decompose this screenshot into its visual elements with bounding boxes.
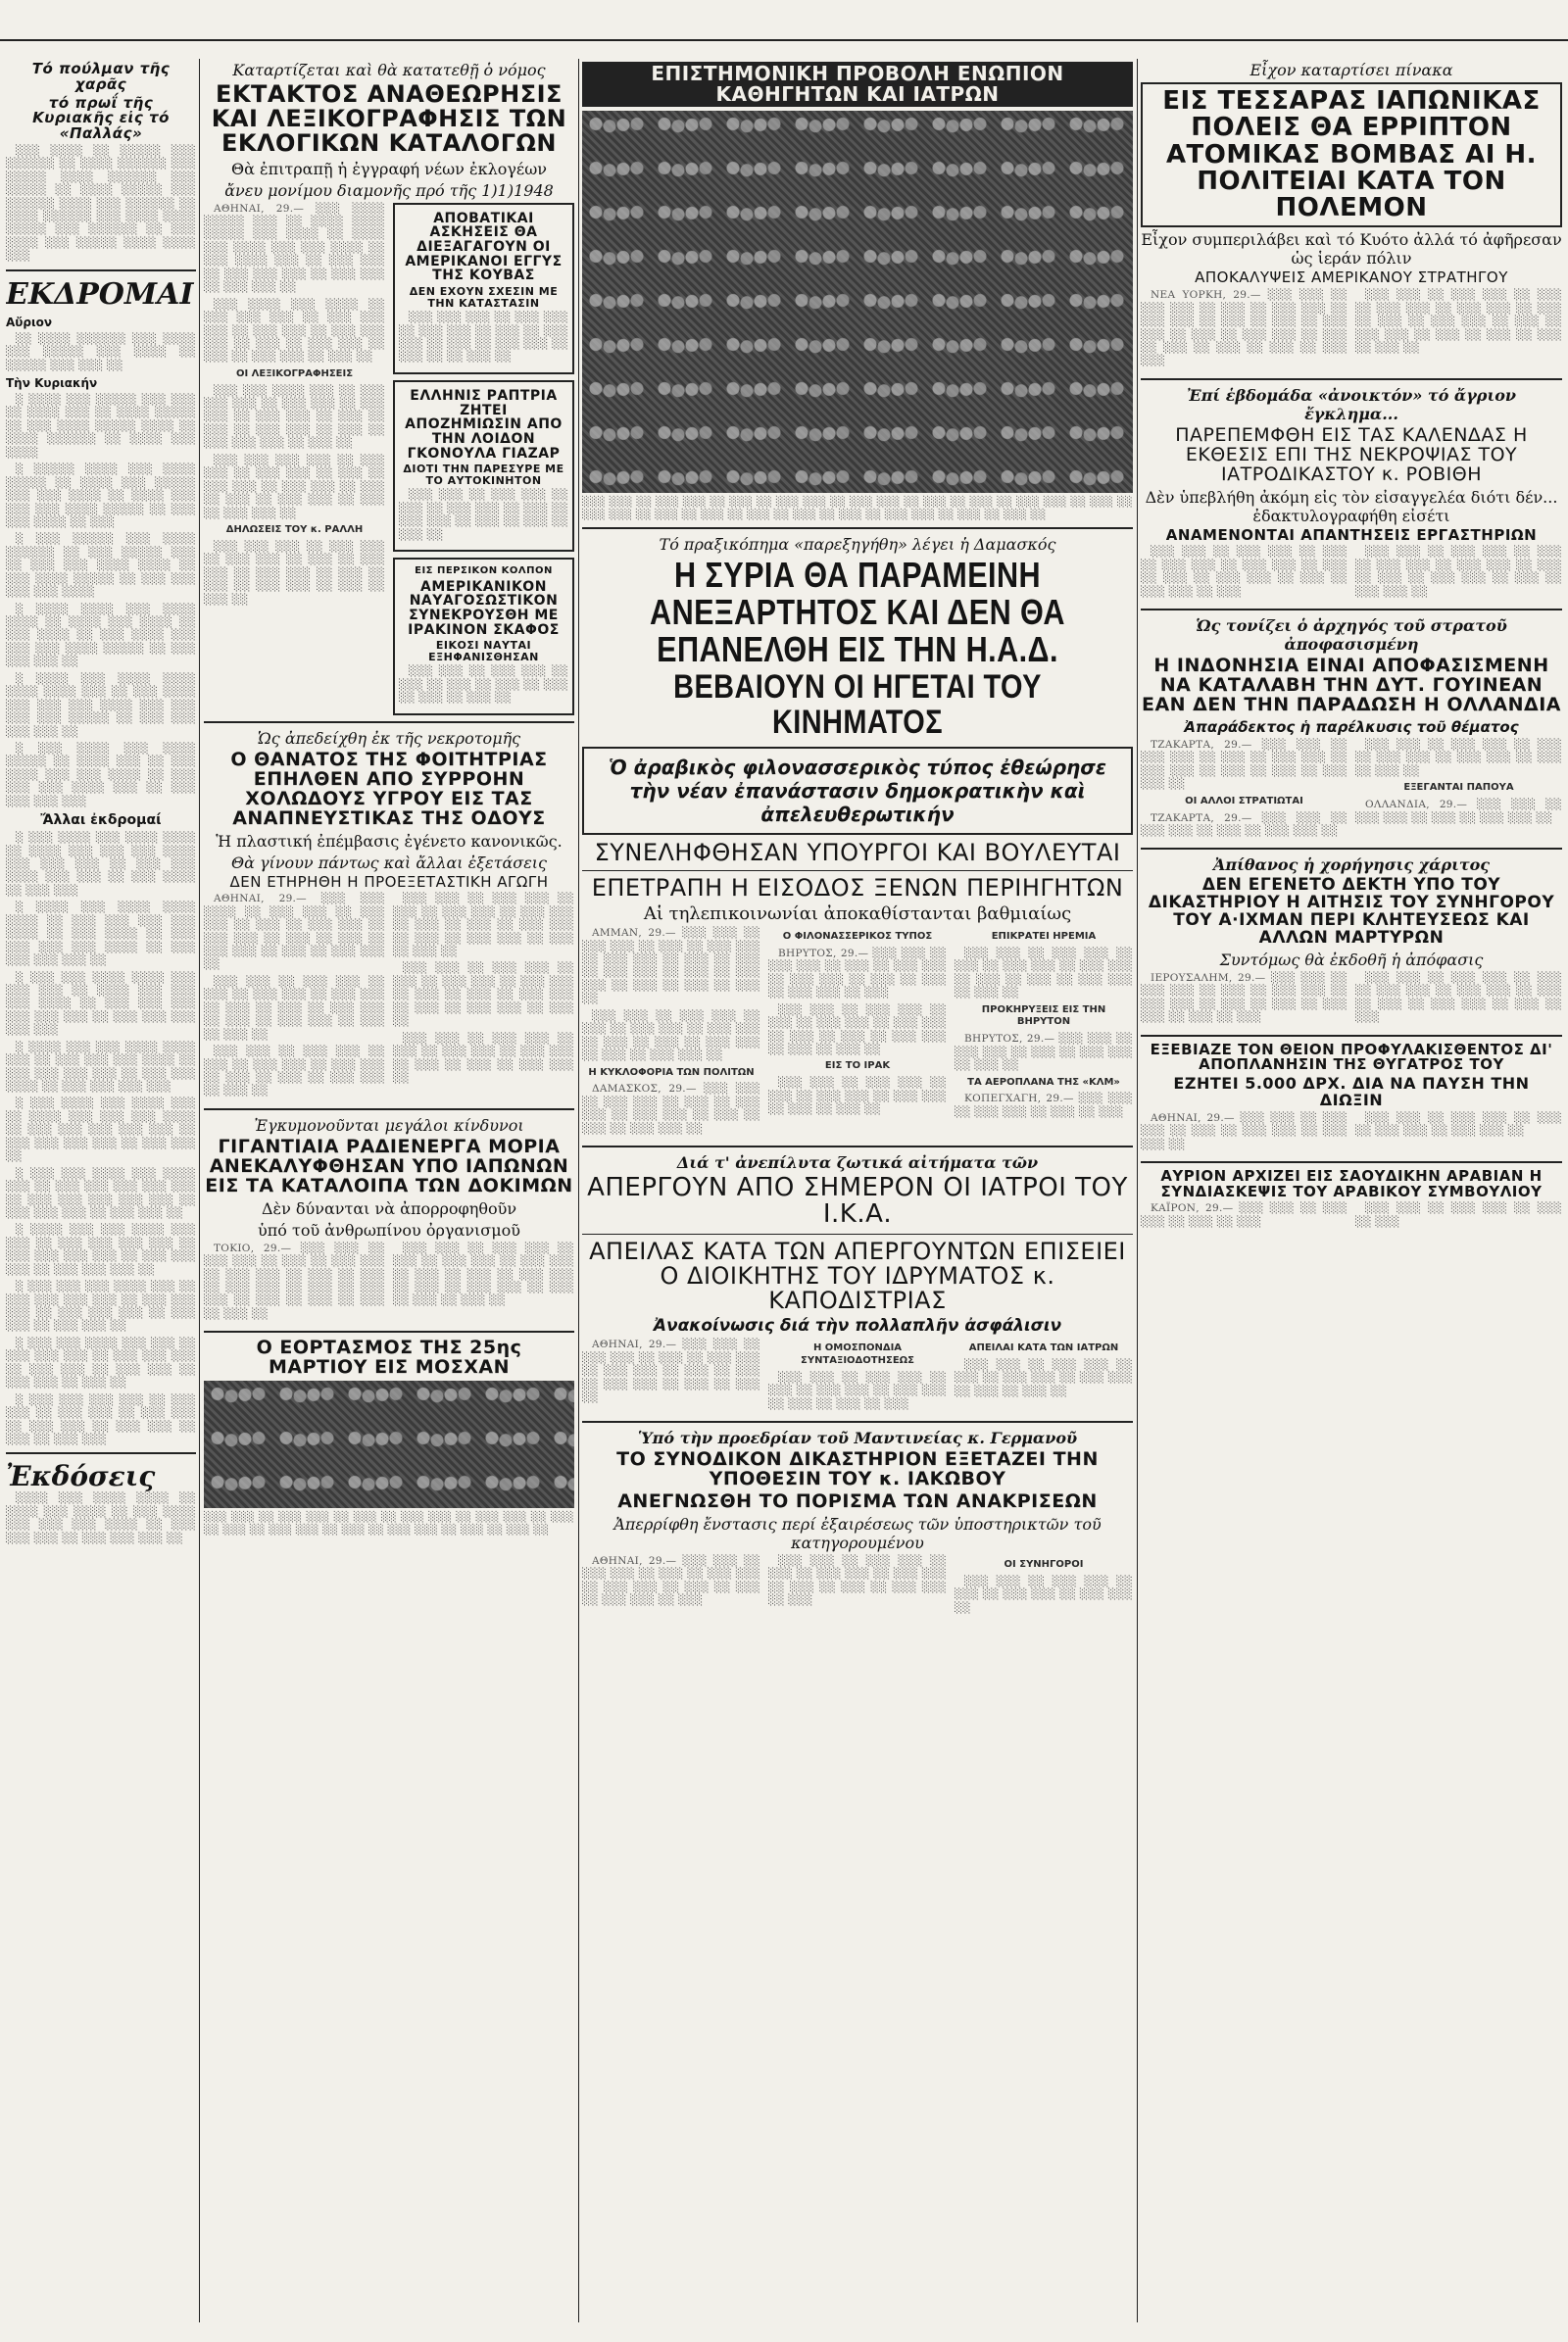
ika-threats-headline: ΑΠΕΙΛΑΣ ΚΑΤΑ ΤΩΝ ΑΠΕΡΓΟΥΝΤΩΝ ΕΠΙΣΕΙΕΙ Ο ΔΙΟΙΚΗΤΗΣ ΤΟΥ ΙΔΡΥΜΑΤΟΣ κ. ΚΑΠΟΔΙΣΤΡΙΑΣ — [589, 1237, 1126, 1315]
ika-strike-headline: ΑΠΕΡΓΟΥΝ ΑΠΟ ΣΗΜΕΡΟΝ ΟΙ ΙΑΤΡΟΙ ΤΟΥ Ι.Κ.Α. — [587, 1173, 1128, 1230]
label-rally: ΔΗΛΩΣΕΙΣ ΤΟΥ κ. ΡΑΛΛΗ — [225, 523, 364, 535]
radioactive-sub-1: Δὲν δύνανται νὰ ἀπορροφηθοῦν — [261, 1198, 517, 1218]
eichmann-kicker: Ἀπίθανος ἡ χορήγησις χάριτος — [1212, 855, 1491, 875]
synod-sub: Ἀπερρίφθη ἔνστασις περί ἐξαιρέσεως τῶν ὑποστηρικτῶν τοῦ κατηγορουμένου — [613, 1514, 1102, 1552]
syria-tourists-sub: ΕΠΕΤΡΑΠΗ Η ΕΙΣΟΔΟΣ ΞΕΝΩΝ ΠΕΡΙΗΓΗΤΩΝ — [591, 873, 1124, 902]
electoral-body: ΑΘΗΝΑΙ, 29.— ░░░ ░░░░ ░░░░░ ░░░ ░░ ░░░░ ░░░░ ░░░░░ ░░░ ░░░░ ░░ ░░░░ ░░░ ░░░░ ░░░ ░░░ ░░░░ ░░ ░░░ ░░░░ ░░░ ░░ ░░░ ░░░ ░░ ░░░ ░░░ ░░░ ░░ ░░░ ░░░ ░░ ░░░ ░░░ ░░ ░░░ ░░░░ ░░░ ░░░░ ░░ ░░░ ░░░ ░░░ ░░ ░░░ ░░░ ░░░ ░░ ░░░ ░░░ ░░ ░░░ ░░░ ░░░ ░░ ░░░ ░░ ░░░ ░░░ ░░ ░░░ ░░ ░░░ ░░░ ░░ ░░░ ░░ ΟΙ ΛΕΞΙΚΟΓΡΑΦΗΣΕΙΣ ░░░ ░░░ ░░░░ ░░░ ░░ ░░░ ░░░ ░░░ ░░ ░░░ ░░░ ░░ ░░░ ░░░ ░░ ░░░ ░░░ ░░ ░░░ ░░ ░░░ ░░ ░░░ ░░░ ░░ ░░░ ░░ ░░░ ░░░ ░░░ ░░ ░░░ ░░ ░░░ ░░░ ░░░ ░░░ ░░ ░░░ ░░░ ░░ ░░░ ░░░ ░░ ░░░ ░░ ░░░ ░░░ ░░ ░░░ ░░░ ░░ ░░░ ░░ ░░░ ░░ ░░░ ░░░ ░░ ░░░ ░░ ░░░ ░░░ ░░ ΔΗΛΩΣΕΙΣ ΤΟΥ κ. ΡΑΛΛΗ ░░░ ░░░ ░░░ ░░ ░░░ ░░░ ░░ ░░░ ░░░ ░░ ░░░ ░░ ░░░ ░░░ ░░ ░░░ ░░░ ░░ ░░░ ░░ ░░░ ░░ ░░░ ░░░ ░░ ░░░ ░░ ░░░ ░░ — [204, 202, 385, 606]
col1-kicker: Τό πούλμαν τῆς χαρᾶς — [31, 60, 171, 93]
col1-title: τό πρωΐ τῆς Κυριακῆς εἰς τό «Παλλάς» — [32, 93, 170, 142]
electoral-sub: Θὰ ἐπιτραπῇ ἡ ἐγγραφή νέων ἐκλογέων — [231, 159, 547, 178]
eichmann-sub: Συντόμως θὰ ἐκδοθῆ ἡ ἀπόφασις — [1219, 950, 1484, 969]
arab-council-headline: ΑΥΡΙΟΝ ΑΡΧΙΖΕΙ ΕΙΣ ΣΑΟΥΔΙΚΗΝ ΑΡΑΒΙΑΝ Η ΣΥΝΔΙΑΣΚΕΨΙΣ ΤΟΥ ΑΡΑΒΙΚΟΥ ΣΥΜΒΟΥΛΙΟΥ — [1160, 1166, 1543, 1200]
student-death-headline: Ο ΘΑΝΑΤΟΣ ΤΗΣ ΦΟΙΤΗΤΡΙΑΣ ΕΠΗΛΘΕΝ ΑΠΟ ΣΥΡΡΟΗΝ ΧΟΛΩΔΟΥΣ ΥΓΡΟΥ ΕΙΣ ΤΑΣ ΑΝΑΠΝΕΥΣΤΙΚΑΣ ΤΗΣ ΟΔΟΥΣ — [230, 748, 548, 829]
other-excursions-label: Ἄλλαι ἐκδρομαί — [40, 812, 162, 829]
eichmann-body-1: ΙΕΡΟΥΣΑΛΗΜ, 29.— ░░░ ░░░ ░░ ░░░ ░░░ ░░ ░░░ ░░ ░░░ ░░░ ░░ ░░░ ░░░ ░░ ░░░ ░░ ░░░ ░░ ░░░ ░░░ ░░ ░░░ ░░ ░░░ — [1141, 971, 1348, 1024]
indonesia-headline: Η ΙΝΔΟΝΗΣΙΑ ΕΙΝΑΙ ΑΠΟΦΑΣΙΣΜΕΝΗ ΝΑ ΚΑΤΑΛΑΒΗ ΤΗΝ ΔΥΤ. ΓΟΥΙΝΕΑΝ ΕΑΝ ΔΕΝ ΤΗΝ ΠΑΡΑΔΩΣΗ Η ΟΛΛΑΝΔΙΑ — [1141, 655, 1562, 716]
label-lexiko: ΟΙ ΛΕΞΙΚΟΓΡΑΦΗΣΕΙΣ — [235, 367, 354, 379]
syria-press-sub: Ὁ ἀραβικὸς φιλονασσερικὸς τύπος ἐθεώρησε τὴν νέαν ἐπανάστασιν δημοκρατικὴν καὶ ἀπελευθερωτικήν — [609, 755, 1106, 826]
radioactive-sub-2: ὑπό τοῦ ἀνθρωπίνου ὀργανισμοῦ — [258, 1220, 520, 1240]
label-iraq: ΕΙΣ ΤΟ ΙΡΑΚ — [824, 1060, 891, 1072]
seamstress-headline: ΕΛΛΗΝΙΣ ΡΑΠΤΡΙΑ ΖΗΤΕΙ ΑΠΟΖΗΜΙΩΣΙΝ ΑΠΟ ΤΗΝ ΛΟΙΔΟΝ ΓΚΟΝΟΥΛΑ ΓΙΑΖΑΡ — [405, 387, 563, 462]
label-federation: Η ΟΜΟΣΠΟΝΔΙΑ ΣΥΝΤΑΞΙΟΔΟΤΗΣΕΩΣ — [801, 1342, 914, 1367]
label-calm: ΕΠΙΚΡΑΤΕΙ ΗΡΕΜΙΑ — [991, 931, 1097, 943]
student-death-sub-3: ΔΕΝ ΕΤΗΡΗΘΗ Η ΠΡΟΕΞΕΤΑΣΤΙΚΗ ΑΓΩΓΗ — [229, 872, 549, 891]
label-citizens-traffic: Η ΚΥΚΛΟΦΟΡΙΑ ΤΩΝ ΠΟΛΙΤΩΝ — [588, 1066, 755, 1078]
lecture-photo — [582, 111, 1133, 493]
arab-council-body-1: ΚΑΪΡΟΝ, 29.— ░░░ ░░░ ░░ ░░░ ░░░ ░░ ░░░ ░░ ░░░ — [1141, 1202, 1348, 1228]
excursions-title: ΕΚΔΡΟΜΑΙ — [6, 276, 194, 312]
excursions-sunday-body: ░ ░░░░ ░░░ ░░░░░ ░░░ ░░░ ░░ ░░░░ ░░░ ░░ ░░░░ ░░░░░ ░░ ░░░ ░░░░ ░░░░░ ░░░░ ░░ ░░░░ ░░░░░░ ░░ ░░░░ ░░░ ░░░░ ░ ░░░░░ ░░░░ ░░░ ░░░░ ░░░░░ ░░ ░░░░ ░░░ ░░░░░ ░░░ ░░░ ░░░░ ░░ ░░░░ ░░░ ░░░ ░░░ ░░░░ ░░░░░ ░░ ░░░ ░░░ ░░░░ ░░ ░░░ ░ ░░░ ░░░░░ ░░░ ░░░░ ░░░░░░ ░░ ░░░ ░░░░░ ░░░ ░░ ░░░ ░░░ ░░░░ ░░░░ ░░ ░░░ ░░░░ ░░░░░ ░░ ░░░ ░░░ ░░░ ░░░ ░░░░ ░ ░░░░ ░░░░ ░░░ ░░░░ ░░░░ ░░ ░░░░ ░░░ ░░░░ ░░ ░░░ ░░░░ ░░ ░░░ ░░░░ ░░░ ░░░ ░░░ ░░░░ ░░░░░ ░░ ░░░ ░░░ ░░░ ░░ ░ ░░░░ ░░░ ░░░░ ░░░░ ░░░░ ░░░░ ░░░ ░░ ░░░ ░░░░ ░░░ ░░░ ░░░ ░░░░ ░░░ ░░░ ░░░ ░░░ ░░░░░ ░░ ░░░ ░░░ ░░░ ░░░ ░░ ░ ░░░ ░░░░ ░░░ ░░░░ ░░░░░ ░░ ░░░░ ░░░ ░░ ░░░ ░░░░ ░░░ ░░░ ░░░░ ░░ ░░░ ░░░ ░░░ ░░░░ ░░░ ░░ ░░░ ░░░ ░░░ ░░░ — [6, 394, 196, 807]
synod-body-3: ΟΙ ΣΥΝΗΓΟΡΟΙ ░░░ ░░░ ░░ ░░░ ░░░ ░░ ░░░ ░░ ░░░ ░░░ ░░ ░░░ ░░░ ░░ — [955, 1558, 1133, 1614]
column-4 — [1141, 59, 1562, 2332]
syria-press-box — [582, 747, 1133, 835]
column-1 — [6, 59, 196, 2332]
indonesia-kicker: Ὡς τονίζει ὁ ἀρχηγός τοῦ στρατοῦ ἀποφασισμένη — [1196, 616, 1507, 655]
moscow-celebration-photo — [204, 1381, 574, 1508]
autopsy-body-1: ░░░ ░░░ ░░ ░░░ ░░░ ░░ ░░░ ░░ ░░░ ░░░ ░░ ░░░ ░░░ ░░ ░░░ ░░ ░░░ ░░ ░░░ ░░░ ░░ ░░░ ░░ ░░░ ░░░ ░░ ░░░ — [1141, 546, 1348, 598]
ika-body-1: ΑΘΗΝΑΙ, 29.— ░░░ ░░░ ░░ ░░░ ░░░ ░░ ░░░ ░░ ░░░ ░░░ ░░ ░░░ ░░░ ░░ ░░░ ░░ ░░░ ░░ ░░░ ░░░ ░░ ░░░ ░░ ░░░ ░░ — [582, 1339, 760, 1403]
synod-headline: ΤΟ ΣΥΝΟΔΙΚΟΝ ΔΙΚΑΣΤΗΡΙΟΝ ΕΞΕΤΑΖΕΙ ΤΗΝ ΥΠΟΘΕΣΙΝ ΤΟΥ κ. ΙΑΚΩΒΟΥ — [616, 1448, 1099, 1490]
masthead-rule — [0, 39, 1568, 41]
atomic-sub: Εἶχον συμπεριλάβει καὶ τό Κυότο ἀλλά τό ἀφῆρεσαν ὡς ἱεράν πόλιν — [1141, 230, 1562, 268]
eichmann-headline: ΔΕΝ ΕΓΕΝΕΤΟ ΔΕΚΤΗ ΥΠΟ ΤΟΥ ΔΙΚΑΣΤΗΡΙΟΥ Η ΑΙΤΗΣΙΣ ΤΟΥ ΣΥΝΗΓΟΡΟΥ ΤΟΥ Α·ΙΧΜΑΝ ΠΕΡΙ ΚΛΗΤΕΥΣΕΩΣ ΚΑΙ ΑΛΛΩΝ ΜΑΡΤΥΡΩΝ — [1148, 875, 1555, 948]
autopsy-body-2: ░░░ ░░░ ░░ ░░░ ░░░ ░░ ░░░ ░░ ░░░ ░░░ ░░ ░░░ ░░░ ░░ ░░░ ░░ ░░░ ░░ ░░░ ░░░ ░░ ░░░ ░░ ░░░ ░░░ ░░ — [1355, 546, 1562, 598]
landing-exercises-sub: ΔΕΝ ΕΧΟΥΝ ΣΧΕΣΙΝ ΜΕ ΤΗΝ ΚΑΤΑΣΤΑΣΙΝ — [409, 285, 559, 310]
column-rule — [199, 59, 200, 2322]
excursions-tomorrow-body: ░░ ░░░░ ░░░░░░ ░░░ ░░░░ ░░░ ░░░░░ ░░░ ░░░░ ░░ ░░░░░ ░░░ ░░░ ░░ — [6, 332, 196, 371]
student-death-sub-1: Ἡ πλαστική ἐπέμβασις ἐγένετο κανονικῶς. — [216, 831, 563, 851]
moscow-celebration-headline: Ο ΕΟΡΤΑΣΜΟΣ ΤΗΣ 25ης ΜΑΡΤΙΟΥ ΕΙΣ ΜΟΣΧΑΝ — [256, 1337, 522, 1379]
autopsy-headline: ΠΑΡΕΠΕΜΦΘΗ ΕΙΣ ΤΑΣ ΚΑΛΕΝΔΑΣ Η ΕΚΘΕΣΙΣ ΕΠΙ ΤΗΣ ΝΕΚΡΟΨΙΑΣ ΤΟΥ ΙΑΤΡΟΔΙΚΑΣΤΟΥ κ. ΡΟΒΙΘΗ — [1175, 423, 1528, 485]
radioactive-headline: ΓΙΓΑΝΤΙΑΙΑ ΡΑΔΙΕΝΕΡΓΑ ΜΟΡΙΑ ΑΝΕΚΑΛΥΦΘΗΣΑΝ ΥΠΟ ΙΑΠΩΝΩΝ ΕΙΣ ΤΑ ΚΑΤΑΛΟΙΠΑ ΤΩΝ ΔΟΚΙΜΩΝ — [205, 1135, 573, 1196]
persian-gulf-kicker: ΕΙΣ ΠΕΡΣΙΚΟΝ ΚΟΛΠΟΝ — [415, 565, 553, 577]
blackmail-body-2: ░░░ ░░░ ░░ ░░░ ░░░ ░░ ░░░ ░░ ░░░ ░░░ ░░ ░░░ ░░░ ░░ — [1355, 1111, 1562, 1138]
atomic-kicker: Εἶχον καταρτίσει πίνακα — [1250, 61, 1453, 79]
ika-body-2: Η ΟΜΟΣΠΟΝΔΙΑ ΣΥΝΤΑΞΙΟΔΟΤΗΣΕΩΣ ░░░ ░░░ ░░ ░░░ ░░░ ░░ ░░░ ░░ ░░░ ░░░ ░░ ░░░ ░░░ ░░ ░░░ ░░ ░░░ ░░ ░░░ — [768, 1342, 947, 1410]
label-nasserist-press: Ο ΦΙΛΟΝΑΣΣΕΡΙΚΟΣ ΤΥΠΟΣ — [782, 931, 933, 943]
landing-exercises-headline: ΑΠΟΒΑΤΙΚΑΙ ΑΣΚΗΣΕΙΣ ΘΑ ΔΙΕΞΑΓΑΓΟΥΝ ΟΙ ΑΜΕΡΙΚΑΝΟΙ ΕΓΓΥΣ ΤΗΣ ΚΟΥΒΑΣ — [405, 210, 563, 284]
ika-insurance-sub: Ἀνακοίνωσις διά τὴν πολλαπλῆν ἀσφάλισιν — [653, 1316, 1062, 1337]
column-2 — [204, 59, 574, 2332]
radioactive-kicker: Ἐγκυμονοῦνται μεγάλοι κίνδυνοι — [254, 1115, 524, 1135]
persian-gulf-headline: ΑΜΕΡΙΚΑΝΙΚΟΝ ΝΑΥΑΓΟΣΩΣΤΙΚΟΝ ΣΥΝΕΚΡΟΥΣΘΗ ΜΕ ΙΡΑΚΙΝΟΝ ΣΚΑΦΟΣ — [408, 578, 560, 638]
moscow-celebration-caption: ░░░ ░░░ ░░ ░░░ ░░░ ░░ ░░░ ░░ ░░░ ░░░ ░░ ░░░ ░░░ ░░ ░░░ ░░ ░░░ ░░ ░░░ ░░░ ░░ ░░░ ░░ ░░░ ░░░ ░░ ░░░ ░░ ░░░ ░░ — [204, 1512, 574, 1536]
lecture-photo-title: ΕΠΙΣΤΗΜΟΝΙΚΗ ΠΡΟΒΟΛΗ ΕΝΩΠΙΟΝ ΚΑΘΗΓΗΤΩΝ ΚΑΙ ΙΑΤΡΩΝ — [582, 62, 1133, 107]
publications-body: ░░░░ ░░░ ░░░░ ░░░░ ░░ ░░░░ ░░░ ░░░░ ░░ ░░░ ░░░░ ░░░ ░░░ ░░░ ░░░░ ░░ ░░░ ░░░ ░░░ ░░ ░░░ ░░░ ░░░ ░░ — [6, 1492, 196, 1544]
syria-headline: Η ΣΥΡΙΑ ΘΑ ΠΑΡΑΜΕΙΝΗ ΑΝΕΞΑΡΤΗΤΟΣ ΚΑΙ ΔΕΝ ΘΑ ΕΠΑΝΕΛΘΗ ΕΙΣ ΤΗΝ Η.Α.Δ. — [650, 555, 1065, 669]
lecture-photo-caption: ░░░ ░░░ ░░ ░░░ ░░░ ░░ ░░░ ░░ ░░░ ░░░ ░░ ░░░ ░░░ ░░ ░░░ ░░ ░░░ ░░ ░░░ ░░░ ░░ ░░░ ░░ ░░░ ░░░ ░░ ░░░ ░░ ░░░ ░░ ░░░ ░░ ░░░ ░░ ░░░ ░░ ░░░ ░░░ ░░ ░░░ ░░ ░░░ ░░ — [582, 497, 1133, 520]
indonesia-body-2: ░░░ ░░░ ░░ ░░░ ░░░ ░░ ░░░ ░░ ░░░ ░░░ ░░ ░░░ ░░░ ░░ ░░░ ░░ ░░░ ░░ ΕΞΕΓΑΝΤΑΙ ΠΑΠΟΥΑ ΟΛΛΑΝΔΙΑ, 29.— ░░░ ░░░ ░░ ░░░ ░░░ ░░ ░░░ ░░ ░░░ ░░░ ░░ — [1355, 738, 1562, 824]
column-rule — [578, 59, 579, 2322]
blackmail-headline: ΕΞΕΒΙΑΖΕ ΤΟΝ ΘΕΙΟΝ ΠΡΟΦΥΛΑΚΙΣΘΕΝΤΟΣ ΔΙ' ΑΠΟΠΛΑΝΗΣΙΝ ΤΗΣ ΘΥΓΑΤΡΟΣ ΤΟΥ — [1150, 1040, 1553, 1074]
student-death-body-2: ░░░ ░░░ ░░ ░░░ ░░░ ░░ ░░░ ░░ ░░░ ░░░ ░░ ░░░ ░░░ ░░ ░░░ ░░ ░░░ ░░ ░░░ ░░░ ░░ ░░░ ░░ ░░░ ░░░ ░░ ░░░ ░░ ░░░ ░░ ░░░ ░░░ ░░ ░░░ ░░░ ░░ ░░░ ░░ ░░░ ░░░ ░░ ░░░ ░░░ ░░ ░░░ ░░ ░░░ ░░ ░░░ ░░░ ░░ ░░░ ░░ ░░░ ░░░ ░░ ░░░ ░░ ░░░ ░░░ ░░ ░░░ ░░░ ░░ ░░░ ░░ ░░░ ░░░ ░░ ░░░ ░░░ ░░ ░░░ ░░ ░░░ ░░ ░░░ ░░░ ░░ — [393, 893, 574, 1084]
label-other-soldiers: ΟΙ ΑΛΛΟΙ ΣΤΡΑΤΙΩΤΑΙ — [1185, 795, 1303, 806]
atomic-body-2: ░░░ ░░░ ░░ ░░░ ░░░ ░░ ░░░ ░░ ░░░ ░░░ ░░ ░░░ ░░░ ░░ ░░░ ░░ ░░░ ░░ ░░░ ░░░ ░░ ░░░ ░░ ░░░ ░░░ ░░ ░░░ ░░ ░░░ ░░ ░░░ ░░ ░░░ ░░ — [1355, 289, 1562, 354]
synod-kicker: Ὑπό τὴν προεδρίαν τοῦ Μαντινείας κ. Γερμανοῦ — [637, 1429, 1078, 1448]
student-death-body-1: ΑΘΗΝΑΙ, 29.— ░░░ ░░░ ░░░░ ░░ ░░░ ░░░ ░░ ░░░ ░░░ ░░ ░░░ ░░ ░░░ ░░░ ░░ ░░░ ░░░ ░░ ░░░ ░░ ░░░ ░░ ░░░ ░░░ ░░ ░░░ ░░ ░░░ ░░░ ░░ ░░░ ░░░ ░░ ░░░ ░░░ ░░ ░░░ ░░ ░░░ ░░░ ░░ ░░░ ░░░ ░░ ░░░ ░░ ░░░ ░░ ░░░ ░░░ ░░ ░░░ ░░ ░░░ ░░░ ░░ ░░░ ░░ ░░░ ░░ ░░░ ░░░ ░░ ░░░ ░░░ ░░ ░░░ ░░ ░░░ ░░░ ░░ ░░░ ░░░ ░░ ░░░ ░░ ░░░ ░░ ░░░ ░░░ ░░ ░░░ ░░ — [204, 893, 385, 1098]
persian-gulf-box: ΕΙΣ ΠΕΡΣΙΚΟΝ ΚΟΛΠΟΝ ΑΜΕΡΙΚΑΝΙΚΟΝ ΝΑΥΑΓΟΣΩΣΤΙΚΟΝ ΣΥΝΕΚΡΟΥΣΘΗ ΜΕ ΙΡΑΚΙΝΟΝ ΣΚΑΦΟΣ ΕΙΚΟΣΙ ΝΑΥΤΑΙ ΕΞΗΦΑΝΙΣΘΗΣΑΝ ░░░ ░░░ ░░ ░░░ ░░░ ░░ ░░░ ░░ ░░░ ░░ ░░░ ░░ ░░░ ░░ ░░░ ░░ ░░░ ░░ — [393, 558, 574, 715]
synod-headline-2: ΑΝΕΓΝΩΣΘΗ ΤΟ ΠΟΡΙΣΜΑ ΤΩΝ ΑΝΑΚΡΙΣΕΩΝ — [617, 1490, 1098, 1512]
syria-headline-2: ΒΕΒΑΙΟΥΝ ΟΙ ΗΓΕΤΑΙ ΤΟΥ ΚΙΝΗΜΑΤΟΣ — [673, 668, 1042, 742]
atomic-sub-2: ΑΠΟΚΑΛΥΨΕΙΣ ΑΜΕΡΙΚΑΝΟΥ ΣΤΡΑΤΗΓΟΥ — [1195, 268, 1508, 287]
atomic-headline: ΕΙΣ ΤΕΣΣΑΡΑΣ ΙΑΠΩΝΙΚΑΣ ΠΟΛΕΙΣ ΘΑ ΕΡΡΙΠΤΟΝ ΑΤΟΜΙΚΑΣ ΒΟΜΒΑΣ ΑΙ Η. ΠΟΛΙΤΕΙΑΙ ΚΑΤΑ ΤΟΝ ΠΟΛΕΜΟΝ — [1141, 82, 1562, 227]
synod-body-2: ░░░ ░░░ ░░ ░░░ ░░░ ░░ ░░░ ░░ ░░░ ░░░ ░░ ░░░ ░░░ ░░ ░░░ ░░ ░░░ ░░ ░░░ ░░░ ░░ ░░░ — [768, 1554, 947, 1607]
autopsy-sub: Δὲν ὑπεβλήθη ἀκόμη εἰς τὸν εἰσαγγελέα διότι δέν... ἐδακτυλογραφήθη εἰσέτι — [1145, 487, 1558, 525]
electoral-headline: ΕΚΤΑΚΤΟΣ ΑΝΑΘΕΩΡΗΣΙΣ ΚΑΙ ΛΕΞΙΚΟΓΡΑΦΗΣΙΣ ΤΩΝ ΕΚΛΟΓΙΚΩΝ ΚΑΤΑΛΟΓΩΝ — [211, 80, 567, 158]
student-death-kicker: Ὡς ἀπεδείχθη ἐκ τῆς νεκροτομῆς — [257, 728, 521, 748]
syria-body-1: ΑΜΜΑΝ, 29.— ░░░ ░░░ ░░ ░░░ ░░░ ░░ ░░░ ░░ ░░░ ░░░ ░░ ░░░ ░░░ ░░ ░░░ ░░ ░░░ ░░ ░░░ ░░░ ░░ ░░░ ░░ ░░░ ░░░ ░░ ░░░ ░░ ░░░ ░░ ░░░ ░░ ░░░ ░░░ ░░ ░░░ ░░░ ░░ ░░░ ░░ ░░░ ░░░ ░░ ░░░ ░░░ ░░ ░░░ ░░ ░░░ ░░ ░░░ ░░░ ░░ ░░░ ░░ ░░░ ░░░ ░░ Η ΚΥΚΛΟΦΟΡΙΑ ΤΩΝ ΠΟΛΙΤΩΝ ΔΑΜΑΣΚΟΣ, 29.— ░░░ ░░░ ░░ ░░░ ░░░ ░░ ░░░ ░░ ░░░ ░░░ ░░ ░░░ ░░░ ░░ ░░░ ░░ ░░░ ░░ ░░░ ░░░ ░░ — [582, 927, 760, 1135]
landing-exercises-box: ΑΠΟΒΑΤΙΚΑΙ ΑΣΚΗΣΕΙΣ ΘΑ ΔΙΕΞΑΓΑΓΟΥΝ ΟΙ ΑΜΕΡΙΚΑΝΟΙ ΕΓΓΥΣ ΤΗΣ ΚΟΥΒΑΣ ΔΕΝ ΕΧΟΥΝ ΣΧΕΣΙΝ ΜΕ ΤΗΝ ΚΑΤΑΣΤΑΣΙΝ ░░░ ░░░ ░░░ ░░ ░░░ ░░░ ░░ ░░░ ░░░ ░░ ░░░ ░░ ░░░ ░░░ ░░ ░░░ ░░ ░░░ ░░░ ░░ ░░░ ░░ ░░ ░░░ ░░ — [393, 203, 574, 374]
autopsy-kicker: Ἐπί ἑβδομάδα «ἀνοικτόν» τό ἄγριον ἔγκλημα... — [1187, 385, 1516, 423]
syria-body-3: ΕΠΙΚΡΑΤΕΙ ΗΡΕΜΙΑ ░░░ ░░░ ░░ ░░░ ░░░ ░░ ░░░ ░░ ░░░ ░░░ ░░ ░░░ ░░░ ░░ ░░░ ░░ ░░░ ░░ ░░░ ░░░ ░░ ░░░ ░░ ΠΡΟΚΗΡΥΞΕΙΣ ΕΙΣ ΤΗΝ ΒΗΡΥΤΟΝ ΒΗΡΥΤΟΣ, 29.— ░░░ ░░░ ░░ ░░░ ░░░ ░░ ░░░ ░░ ░░░ ░░░ ░░ ░░░ ░░ ΤΑ ΑΕΡΟΠΛΑΝΑ ΤΗΣ «ΚΛΜ» ΚΟΠΕΓΧΑΓΗ, 29.— ░░░ ░░░ ░░ ░░░ ░░░ ░░ ░░░ ░░ ░░░ — [955, 931, 1133, 1118]
radioactive-body-1: ΤΟΚΙΟ, 29.— ░░░ ░░░ ░░ ░░░ ░░░ ░░ ░░░ ░░ ░░░ ░░░ ░░ ░░░ ░░░ ░░ ░░░ ░░ ░░░ ░░ ░░░ ░░░ ░░ ░░░ ░░ ░░░ ░░░ ░░ ░░░ ░░ ░░░ ░░ ░░░ ░░ ░░░ ░░ — [204, 1242, 385, 1320]
student-death-sub-2: Θὰ γίνουν πάντως καὶ ἄλλαι ἐξετάσεις — [230, 853, 548, 872]
col1-article-body: ░░░ ░░░░ ░░ ░░░░░ ░░░ ░░░░░░ ░░ ░░░░ ░░░░░░ ░░░ ░░░░░ ░░░░ ░░░░░░ ░░░ ░░░░░ ░░ ░░░░ ░░░░░ ░░░ ░░░░░░ ░░░░ ░░░ ░░░░░░ ░░ ░░░░ ░░░░░░ ░░░ ░░░░ ░░░░ ░░░░░ ░░░ ░░░░░░ ░░ ░░░ ░░░░ ░░░ ░░░░░ ░░░░ ░░░░ ░░░ — [6, 144, 196, 263]
arab-council-body-2: ░░░ ░░░ ░░ ░░░ ░░░ ░░ ░░░ ░░ ░░░ — [1355, 1202, 1562, 1228]
electoral-kicker: Καταρτίζεται καὶ θὰ κατατεθῇ ὁ νόμος — [232, 61, 546, 79]
other-excursions-body: ░ ░░░ ░░░░ ░░░ ░░░░ ░░░░ ░░ ░░░░ ░░░ ░░░ ░░░ ░░░░ ░░░ ░░░ ░░░ ░░ ░░░ ░░░ ░░░░ ░░░ ░░░ ░░ ░░░ ░░░░ ░░ ░░░ ░░░ ░ ░░░░ ░░░ ░░░░ ░░░░ ░░░░ ░░ ░░░ ░░░ ░░░ ░░░ ░░░░ ░░ ░░░ ░░░░ ░░ ░░░ ░░░ ░░░ ░░░ ░░░░ ░░ ░░░ ░░░ ░░░ ░░░ ░░ ░ ░░░ ░░░ ░░░░ ░░░░ ░░░ ░░░ ░░░ ░░ ░░░░ ░░░ ░░░ ░░░ ░░░░ ░░ ░░░ ░░░ ░░░ ░░░ ░░░ ░░░ ░░ ░░░ ░░░ ░░░ ░░░ ░░░ ░ ░░░░ ░░░ ░░░ ░░░░ ░░░░ ░░░ ░░ ░░░ ░░░ ░░░ ░░░░ ░░ ░░░ ░░░ ░░░ ░░░ ░░ ░░░ ░░░ ░░░░ ░░ ░░░ ░░░ ░░░ ░░░ ░ ░░░ ░░░░ ░░░ ░░░░ ░░░ ░░ ░░░░ ░░░ ░░░ ░░░ ░░░░ ░░ ░░░ ░░░ ░░░ ░░░ ░░░ ░░ ░░░ ░░░ ░░░ ░░░ ░░ ░░░ ░░░ ░░ ░ ░░░ ░░░ ░░░░ ░░░ ░░░░ ░░░ ░░ ░░░ ░░░ ░░░ ░░░ ░░░ ░░ ░░░ ░░░ ░░░ ░░░ ░░░ ░░ ░░░ ░░░ ░░░ ░░ ░░░ ░░░ ░░ ░ ░░░░ ░░░ ░░░ ░░░░ ░░░ ░░░ ░░ ░░░ ░░░ ░░░ ░░░ ░░ ░░░ ░░░ ░░░ ░░░ ░░ ░░░ ░░░ ░░░ ░░ ░░░ ░░░ ░░░ ░░ ░ ░░░ ░░░ ░░░ ░░░░ ░░░ ░░ ░░░ ░░░ ░░░ ░░░ ░░ ░░░ ░░░ ░░░ ░░ ░░░ ░░░ ░░░ ░░ ░░░ ░░░ ░░ ░░░ ░░░ ░░ ░ ░░░ ░░░ ░░░░ ░░░ ░░░ ░░ ░░░ ░░░ ░░░ ░░ ░░░ ░░░ ░░░ ░░ ░░░ ░░░ ░░ ░░░ ░░░ ░░ ░░░ ░░░ ░░ ░░░ ░░ ░ ░░░ ░░░ ░░░ ░░░ ░░ ░░░ ░░░ ░░ ░░░ ░░░ ░░ ░░░ ░░░ ░░ ░░░ ░░░ ░░ ░░░ ░░░ ░░ ░░░ ░░ ░░░ ░░░ — [6, 832, 196, 1445]
ika-kicker: Διά τ' ἀνεπίλυτα ζωτικά αἰτήματα τῶν — [676, 1153, 1039, 1173]
syria-kicker: Τό πραξικόπημα «παρεξηγήθη» λέγει ἡ Δαμασκός — [659, 535, 1056, 554]
column-rule — [1137, 59, 1138, 2322]
label-papua: ΕΞΕΓΑΝΤΑΙ ΠΑΠΟΥΑ — [1403, 782, 1514, 794]
tomorrow-label: Αὔριον — [6, 315, 53, 329]
blackmail-body-1: ΑΘΗΝΑΙ, 29.— ░░░ ░░░ ░░ ░░░ ░░░ ░░ ░░░ ░░ ░░░ ░░░ ░░ ░░░ ░░░ ░░ — [1141, 1111, 1348, 1150]
autopsy-sub-2: ΑΝΑΜΕΝΟΝΤΑΙ ΑΠΑΝΤΗΣΕΙΣ ΕΡΓΑΣΤΗΡΙΩΝ — [1165, 525, 1538, 544]
indonesia-sub: Ἀπαράδεκτος ἡ παρέλκυσις τοῦ θέματος — [1184, 717, 1519, 736]
label-beirut-leaflets: ΠΡΟΚΗΡΥΞΕΙΣ ΕΙΣ ΤΗΝ ΒΗΡΥΤΟΝ — [981, 1003, 1106, 1028]
label-advocates: ΟΙ ΣΥΝΗΓΟΡΟΙ — [1004, 1558, 1084, 1570]
electoral-side-boxes — [393, 203, 574, 715]
syria-telecom-sub: Αἱ τηλεπικοινωνίαι ἀποκαθίστανται βαθμιαίως — [643, 903, 1072, 925]
synod-body-1: ΑΘΗΝΑΙ, 29.— ░░░ ░░░ ░░ ░░░ ░░░ ░░ ░░░ ░░ ░░░ ░░░ ░░ ░░░ ░░░ ░░ ░░░ ░░ ░░░ ░░ ░░░ ░░░ ░░ ░░░ — [582, 1554, 760, 1607]
persian-gulf-sub: ΕΙΚΟΣΙ ΝΑΥΤΑΙ ΕΞΗΦΑΝΙΣΘΗΣΑΝ — [428, 639, 539, 663]
ika-body-3: ΑΠΕΙΛΑΙ ΚΑΤΑ ΤΩΝ ΙΑΤΡΩΝ ░░░ ░░░ ░░ ░░░ ░░░ ░░ ░░░ ░░ ░░░ ░░░ ░░ ░░░ ░░░ ░░ ░░░ ░░ ░░░ ░░ — [955, 1342, 1133, 1397]
column-3 — [582, 59, 1133, 2332]
atomic-body-1: ΝΕΑ ΥΟΡΚΗ, 29.— ░░░ ░░░ ░░ ░░░ ░░░ ░░ ░░░ ░░ ░░░ ░░░ ░░ ░░░ ░░░ ░░ ░░░ ░░ ░░░ ░░ ░░░ ░░░ ░░ ░░░ ░░ ░░░ ░░░ ░░ ░░░ ░░ ░░░ ░░ ░░░ ░░ ░░░ ░░ ░░░ ░░░ — [1141, 289, 1348, 367]
seamstress-box: ΕΛΛΗΝΙΣ ΡΑΠΤΡΙΑ ΖΗΤΕΙ ΑΠΟΖΗΜΙΩΣΙΝ ΑΠΟ ΤΗΝ ΛΟΙΔΟΝ ΓΚΟΝΟΥΛΑ ΓΙΑΖΑΡ ΔΙΟΤΙ ΤΗΝ ΠΑΡΕΣΥΡΕ ΜΕ ΤΟ ΑΥΤΟΚΙΝΗΤΟΝ ░░░ ░░░ ░░ ░░░ ░░░ ░░ ░░░ ░░ ░░░ ░░░ ░░ ░░░ ░░ ░░░ ░░░ ░░ ░░░ ░░ ░░░ ░░ ░░░ ░░ — [393, 380, 574, 552]
label-threats-doctors: ΑΠΕΙΛΑΙ ΚΑΤΑ ΤΩΝ ΙΑΤΡΩΝ — [968, 1342, 1119, 1354]
seamstress-sub: ΔΙΟΤΙ ΤΗΝ ΠΑΡΕΣΥΡΕ ΜΕ ΤΟ ΑΥΤΟΚΙΝΗΤΟΝ — [403, 463, 564, 487]
eichmann-body-2: ░░░ ░░░ ░░ ░░░ ░░░ ░░ ░░░ ░░ ░░░ ░░░ ░░ ░░░ ░░░ ░░ ░░░ ░░ ░░░ ░░ ░░░ ░░░ ░░ ░░░ ░░ ░░░ — [1355, 971, 1562, 1024]
syria-body-2: Ο ΦΙΛΟΝΑΣΣΕΡΙΚΟΣ ΤΥΠΟΣ ΒΗΡΥΤΟΣ, 29.— ░░░ ░░░ ░░ ░░░ ░░░ ░░ ░░░ ░░ ░░░ ░░░ ░░ ░░░ ░░░ ░░ ░░░ ░░ ░░░ ░░ ░░░ ░░░ ░░ ░░░ ░░░ ░░░ ░░ ░░░ ░░░ ░░ ░░░ ░░ ░░░ ░░░ ░░ ░░░ ░░░ ░░ ░░░ ░░ ░░░ ░░ ░░░ ░░░ ░░ ░░░ ░░ ░░░ ░░ ΕΙΣ ΤΟ ΙΡΑΚ ░░░ ░░░ ░░ ░░░ ░░░ ░░ ░░░ ░░ ░░░ ░░░ ░░ ░░░ ░░░ ░░ ░░░ ░░ ░░░ ░░ — [768, 931, 947, 1116]
blackmail-headline-2: ΕΖΗΤΕΙ 5.000 ΔΡΧ. ΔΙΑ ΝΑ ΠΑΥΣΗ ΤΗΝ ΔΙΩΞΙΝ — [1173, 1074, 1530, 1109]
electoral-sub-2: ἄνευ μονίμου διαμονῆς πρό τῆς 1)1)1948 — [224, 180, 554, 200]
label-klm: ΤΑ ΑΕΡΟΠΛΑΝΑ ΤΗΣ «ΚΛΜ» — [967, 1076, 1120, 1088]
syria-arrests-sub: ΣΥΝΕΛΗΦΘΗΣΑΝ ΥΠΟΥΡΓΟΙ ΚΑΙ ΒΟΥΛΕΥΤΑΙ — [594, 838, 1121, 866]
sunday-label: Τὴν Κυριακήν — [6, 376, 98, 390]
publications-title: Ἐκδόσεις — [6, 1460, 156, 1493]
radioactive-body-2: ░░░ ░░░ ░░ ░░░ ░░░ ░░ ░░░ ░░ ░░░ ░░░ ░░ ░░░ ░░░ ░░ ░░░ ░░ ░░░ ░░ ░░░ ░░░ ░░ ░░░ ░░ ░░░ ░░░ ░░ ░░░ ░░ ░░░ ░░ ░░░ ░░ — [393, 1242, 574, 1307]
indonesia-body-1: ΤΖΑΚΑΡΤΑ, 29.— ░░░ ░░░ ░░ ░░░ ░░░ ░░ ░░░ ░░ ░░░ ░░░ ░░ ░░░ ░░░ ░░ ░░░ ░░ ░░░ ░░ ░░░ ░░░ ░░ ΟΙ ΑΛΛΟΙ ΣΤΡΑΤΙΩΤΑΙ ΤΖΑΚΑΡΤΑ, 29.— ░░░ ░░░ ░░ ░░░ ░░░ ░░ ░░░ ░░ ░░░ ░░░ ░░ — [1141, 738, 1348, 837]
